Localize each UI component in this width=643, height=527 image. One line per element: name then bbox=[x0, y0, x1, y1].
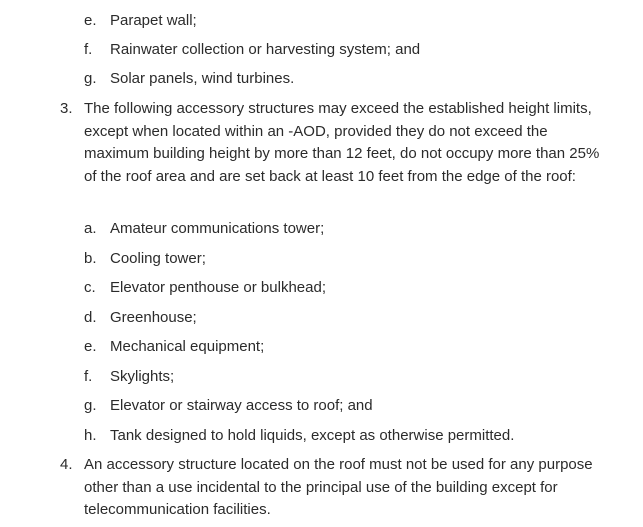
list-marker: 3. bbox=[60, 100, 73, 117]
list-marker: a. bbox=[84, 220, 97, 237]
list-item bbox=[84, 39, 420, 62]
numbered-item-text: The following accessory structures may exceed the established height limits, except when located within an -AOD, provided they do not exceed the maximum building height by more than 12 feet, do not occupy more than 25% of the roof area and are set back at least 10 feet from the edge of the roof: bbox=[84, 100, 600, 185]
list-item-text: Tank designed to hold liquids, except as otherwise permitted. bbox=[110, 427, 515, 444]
list-item-text: Rainwater collection or harvesting system; and bbox=[110, 41, 421, 58]
list-item-text: Mechanical equipment; bbox=[110, 338, 265, 355]
list-item bbox=[84, 336, 264, 359]
list-item-text: Elevator or stairway access to roof; and bbox=[110, 397, 373, 414]
numbered-item-text: An accessory structure located on the roof must not be used for any purpose other than a use incidental to the principal use of the building except for telecommunication facilities. bbox=[84, 456, 593, 518]
list-marker: h. bbox=[84, 427, 97, 444]
list-item-text: Cooling tower; bbox=[110, 250, 206, 267]
list-item-text: Solar panels, wind turbines. bbox=[110, 70, 295, 87]
numbered-item-4 bbox=[60, 454, 620, 522]
list-marker: g. bbox=[84, 397, 97, 414]
list-marker: b. bbox=[84, 250, 97, 267]
numbered-item-3 bbox=[60, 98, 620, 188]
list-marker: c. bbox=[84, 279, 96, 296]
list-marker: d. bbox=[84, 309, 97, 326]
list-marker: e. bbox=[84, 12, 97, 29]
list-marker: g. bbox=[84, 70, 97, 87]
list-item-text: Elevator penthouse or bulkhead; bbox=[110, 279, 326, 296]
list-item bbox=[84, 366, 174, 389]
list-marker: f. bbox=[84, 368, 93, 385]
list-item-text: Amateur communications tower; bbox=[110, 220, 325, 237]
list-item-text: Skylights; bbox=[110, 368, 175, 385]
list-item bbox=[84, 277, 326, 300]
list-item-text: Greenhouse; bbox=[110, 309, 197, 326]
list-item bbox=[84, 248, 206, 271]
list-item bbox=[84, 425, 514, 448]
list-item bbox=[84, 218, 324, 241]
list-item-text: Parapet wall; bbox=[110, 12, 197, 29]
list-item bbox=[84, 307, 197, 330]
list-marker: 4. bbox=[60, 456, 73, 473]
list-marker: f. bbox=[84, 41, 93, 58]
list-item bbox=[84, 68, 294, 91]
list-item bbox=[84, 10, 197, 33]
list-marker: e. bbox=[84, 338, 97, 355]
list-item bbox=[84, 395, 373, 418]
